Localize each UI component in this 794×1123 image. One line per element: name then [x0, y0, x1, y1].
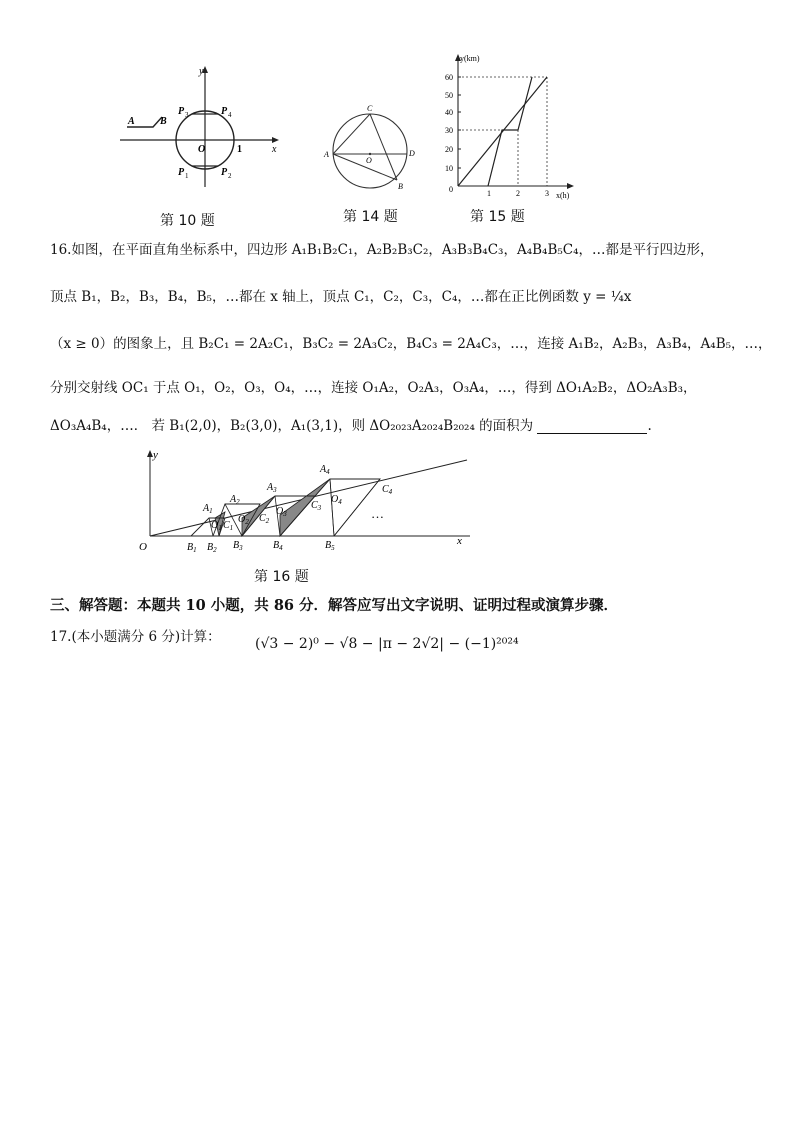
- q16-line-2: 顶点 B₁，B₂，B₃，B₄，B₅，…都在 x 轴上，顶点 C₁，C₂，C₃，C₄，…都在正比例函数 y = ¼x: [50, 289, 632, 305]
- figure-16-diagram: [135, 446, 475, 558]
- fig15-ytick-30: 30: [445, 126, 453, 135]
- fig16-label-c3: $C_3$: [311, 500, 322, 512]
- q16-line-5-end: .: [647, 418, 652, 434]
- fig10-point-p3: P: [178, 106, 185, 117]
- fig14-point-a: A: [324, 150, 329, 159]
- figure-10-caption: 第 10 题: [160, 213, 215, 229]
- fig16-label-c2: $C_2$: [259, 513, 270, 525]
- fig14-point-o: O: [366, 156, 372, 165]
- fig10-point-p4-sub: 4: [228, 111, 232, 119]
- fig15-xtick-3: 3: [545, 189, 549, 198]
- fig10-point-p3-sub: 3: [185, 111, 189, 119]
- q16-line-4: 分别交射线 OC₁ 于点 O₁，O₂，O₃，O₄，…，连接 O₁A₂，O₂A₃，O₃A₄，…，得到 ΔO₁A₂B₂，ΔO₂A₃B₃，: [50, 380, 697, 396]
- fig10-tick-one: 1: [237, 144, 242, 155]
- q16-line-3: （x ≥ 0）的图象上，且 B₂C₁ = 2A₂C₁，B₃C₂ = 2A₃C₂，B₄C₃ = 2A₄C₃，…，连接 A₁B₂，A₂B₃，A₃B₄，A₄B₅，…，: [50, 336, 772, 352]
- fig14-point-d: D: [409, 149, 415, 158]
- fig15-xtick-1: 1: [487, 189, 491, 198]
- figure-15-graph: [440, 52, 580, 202]
- fig10-point-p2: P: [221, 167, 228, 178]
- q16-line-1: 16.如图，在平面直角坐标系中，四边形 A₁B₁B₂C₁，A₂B₂B₃C₂，A₃B₃B₄C₃，A₄B₄B₅C₄，…都是平行四边形，: [50, 242, 714, 258]
- q17-expression: (√3 − 2)⁰ − √8 − |π − 2√2| − (−1)²⁰²⁴: [255, 636, 519, 652]
- fig16-x-label: x: [457, 535, 462, 547]
- fig10-point-p2-sub: 2: [228, 172, 232, 180]
- fig16-label-b1: $B_1$: [187, 542, 197, 554]
- figure-14-caption: 第 14 题: [343, 209, 398, 225]
- fig15-x-axis-label: x(h): [556, 191, 570, 200]
- figure-16-caption: 第 16 题: [254, 569, 309, 585]
- fig15-ytick-50: 50: [445, 91, 453, 100]
- fig10-y-label: y: [199, 66, 204, 77]
- fig10-point-p1: P: [178, 167, 185, 178]
- fig16-y-label: y: [153, 449, 158, 461]
- fig15-ytick-60: 60: [445, 73, 453, 82]
- fig14-point-c: C: [367, 104, 373, 113]
- q16-line-5: [50, 414, 652, 434]
- fig15-y-axis-label: y(km): [460, 54, 480, 63]
- fig16-label-a2: $A_2$: [230, 494, 240, 506]
- fig16-label-c4: $C_4$: [382, 484, 393, 496]
- fig16-label-c1: $C_1$: [223, 520, 234, 532]
- fig10-x-label: x: [272, 144, 277, 155]
- fig16-label-b4: $B_4$: [273, 540, 283, 552]
- fig16-ellipsis: …: [371, 506, 384, 521]
- fig10-point-p4: P: [221, 106, 228, 117]
- fig16-label-b5: $B_5$: [325, 540, 335, 552]
- figure-10-diagram: [115, 62, 285, 192]
- fig16-label-a4: $A_4$: [320, 464, 330, 476]
- q16-answer-blank[interactable]: [537, 419, 647, 434]
- fig16-origin-label: O: [139, 541, 147, 553]
- figure-15-caption: 第 15 题: [470, 209, 525, 225]
- section-3-heading: 三、解答题：本题共 10 小题，共 86 分．解答应写出文字说明、证明过程或演算步骤．: [50, 597, 619, 614]
- fig16-label-o3: $O_3$: [276, 506, 287, 518]
- fig16-label-a1: $A_1$: [203, 503, 213, 515]
- fig16-label-b2: $B_2$: [207, 542, 217, 554]
- figure-14-diagram: [320, 100, 420, 195]
- q16-line-5-text: ΔO₃A₄B₄，…． 若 B₁(2,0)，B₂(3,0)，A₁(3,1)，则 ΔO₂₀₂₃A₂₀₂₄B₂₀₂₄ 的面积为: [50, 418, 534, 434]
- fig10-point-p1-sub: 1: [185, 172, 189, 180]
- fig16-label-o4: $O_4$: [331, 494, 342, 506]
- fig15-ytick-20: 20: [445, 145, 453, 154]
- fig16-label-o1: $O_1$: [211, 520, 222, 532]
- fig10-point-b: B: [160, 116, 167, 127]
- fig10-origin-label: O: [198, 144, 206, 155]
- fig15-xtick-2: 2: [516, 189, 520, 198]
- fig16-label-a3: $A_3$: [267, 482, 277, 494]
- fig16-label-o2: $O_2$: [238, 514, 249, 526]
- fig14-point-b: B: [398, 182, 403, 191]
- fig16-label-b3: $B_3$: [233, 540, 243, 552]
- fig10-point-a: A: [128, 116, 135, 127]
- q17-prompt: 17.(本小题满分 6 分)计算：: [50, 629, 221, 645]
- fig15-ytick-40: 40: [445, 108, 453, 117]
- fig15-ytick-10: 10: [445, 164, 453, 173]
- fig15-ytick-0: 0: [449, 185, 453, 194]
